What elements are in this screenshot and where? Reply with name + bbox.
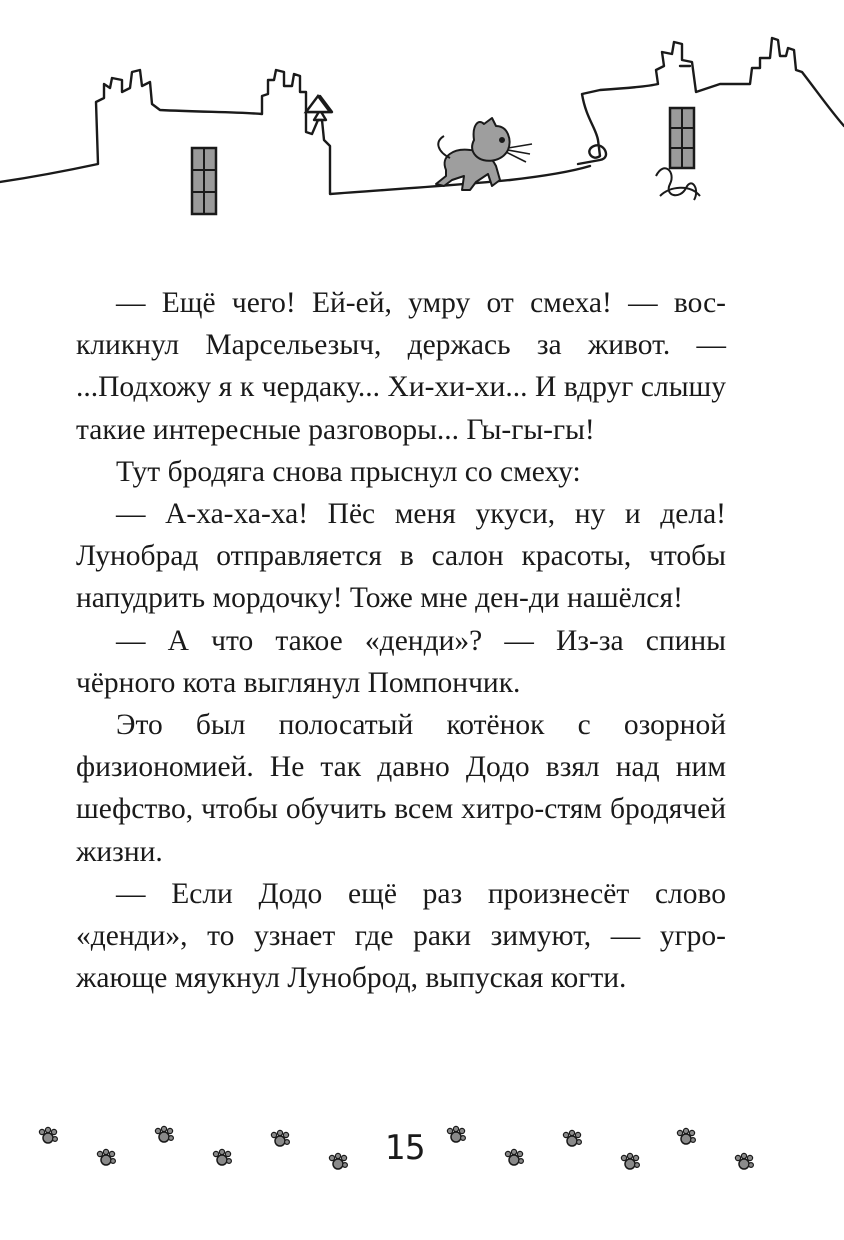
paw-print-icon [213,1149,231,1165]
paw-print-icon [271,1130,289,1146]
paw-print-icon [155,1126,173,1142]
paw-print-icon [563,1130,581,1146]
paragraph: — А что такое «денди»? — Из-за спины чёрного кота выглянул Помпончик. [76,624,726,699]
story-text [76,282,726,999]
window-icon [192,148,216,214]
rooftop-illustration [0,0,844,230]
window-icon [656,108,700,200]
paw-print-icon [447,1126,465,1142]
paragraph: — А-ха-ха-ха! Пёс меня укуси, ну и дела! Лунобрад отправляется в салон красоты, чтобы напудрить мордочку! Тоже мне ден-ди нашёлся! [76,498,726,615]
paragraph: Тут бродяга снова прыснул со смеху: [116,455,581,488]
paragraph: — Ещё чего! Ей-ей, умру от смеха! — вос-кликнул Марсельезыч, держась за живот. — ...Подхожу я к чердаку... Хи-хи-хи... И вдруг слышу такие интересные разговоры... Гы-гы-гы! [76,287,726,446]
paw-print-icon [97,1149,115,1165]
paragraph: — Если Додо ещё раз произнесёт слово «денди», то узнает где раки зимуют, — угро-жающе мяукнул Луноброд, выпуская когти. [76,877,726,995]
paw-print-icon [329,1153,347,1169]
paw-print-icon [39,1127,57,1143]
paw-print-icon [677,1128,695,1144]
paw-print-icon [621,1153,639,1169]
paragraph: Это был полосатый котёнок с озорной физиономией. Не так давно Додо взял над ним шефство, чтобы обучить всем хитро-стям бродячей жизни. [76,709,726,868]
paw-print-icon [735,1153,753,1169]
page-number: 15 [384,1128,426,1168]
paw-print-icon [505,1149,523,1165]
